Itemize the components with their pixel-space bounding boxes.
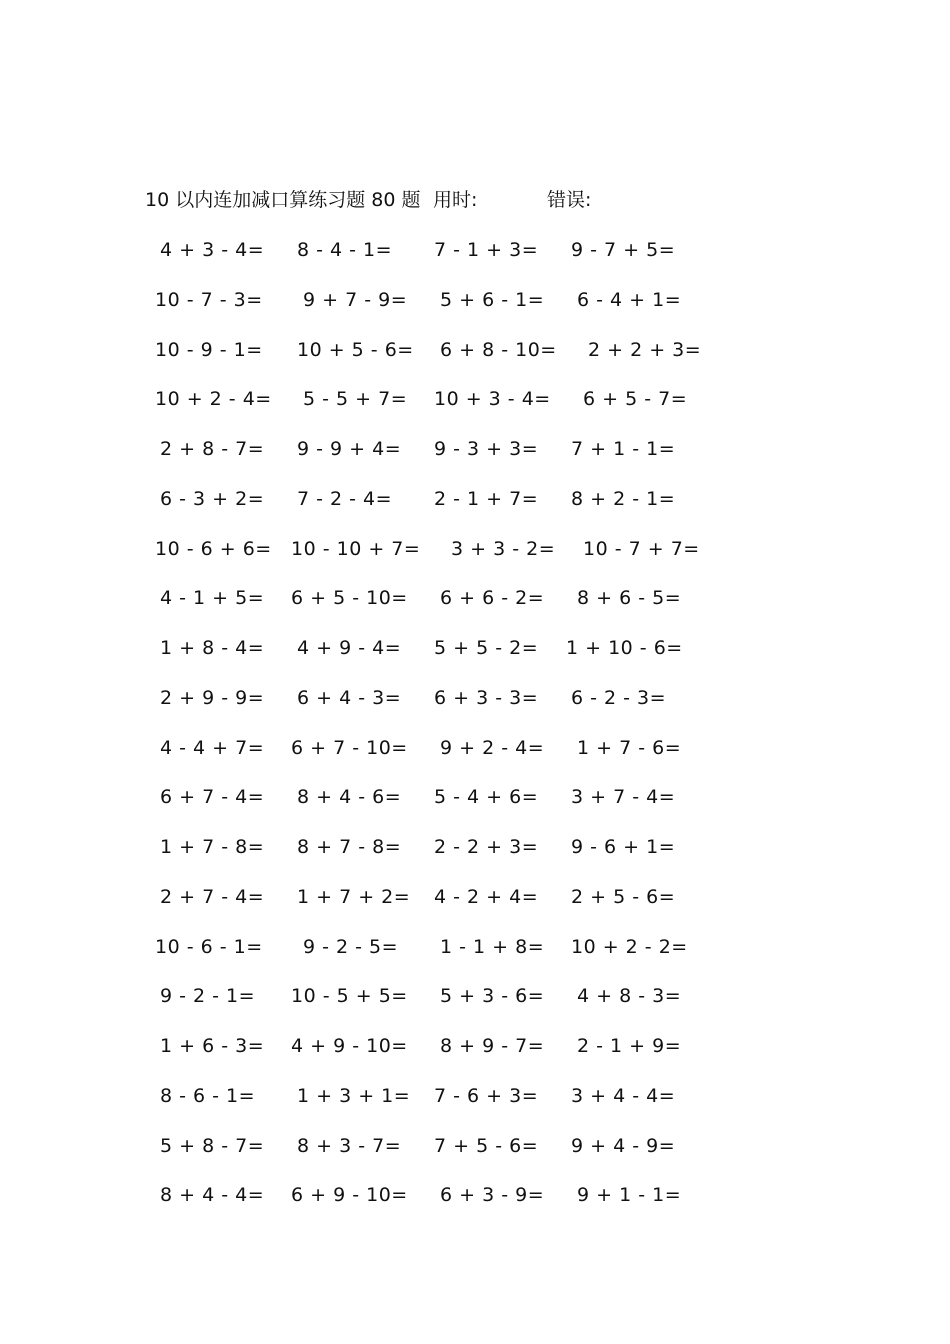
arithmetic-problem: 6 + 3 - 3=	[434, 686, 539, 709]
arithmetic-problem: 10 - 6 + 6=	[155, 537, 272, 560]
arithmetic-problem: 4 + 9 - 4=	[297, 637, 402, 659]
problem-row	[0, 933, 950, 961]
arithmetic-problem: 2 + 8 - 7=	[160, 438, 265, 460]
problem-row	[0, 982, 950, 1010]
problem-row	[0, 833, 950, 861]
arithmetic-problem: 10 + 2 - 4=	[155, 388, 272, 411]
arithmetic-problem: 9 - 6 + 1=	[571, 836, 676, 858]
arithmetic-problem: 9 - 3 + 3=	[434, 438, 539, 460]
problem-row	[0, 734, 950, 762]
problem-row	[0, 584, 950, 612]
arithmetic-problem: 10 - 7 - 3=	[155, 288, 263, 311]
arithmetic-problem: 1 + 3 + 1=	[297, 1084, 411, 1107]
arithmetic-problem: 9 + 1 - 1=	[577, 1184, 682, 1207]
problem-row	[0, 286, 950, 314]
arithmetic-problem: 2 - 1 + 9=	[577, 1035, 682, 1057]
arithmetic-problem: 1 + 6 - 3=	[160, 1035, 265, 1057]
arithmetic-problem: 5 + 6 - 1=	[440, 288, 545, 311]
arithmetic-problem: 5 + 8 - 7=	[160, 1134, 265, 1157]
arithmetic-problem: 8 + 4 - 6=	[297, 786, 402, 809]
arithmetic-problem: 9 + 4 - 9=	[571, 1134, 676, 1157]
arithmetic-problem: 7 + 5 - 6=	[434, 1134, 539, 1157]
problem-row	[0, 1032, 950, 1060]
arithmetic-problem: 6 + 9 - 10=	[291, 1184, 408, 1207]
arithmetic-problem: 8 + 2 - 1=	[571, 487, 676, 510]
arithmetic-problem: 1 + 7 - 8=	[160, 836, 265, 858]
arithmetic-problem: 8 + 4 - 4=	[160, 1184, 265, 1207]
arithmetic-problem: 10 - 5 + 5=	[291, 985, 408, 1008]
problem-row	[0, 1082, 950, 1110]
time-used-label: 用时:	[433, 189, 478, 211]
arithmetic-problem: 10 - 7 + 7=	[583, 537, 700, 560]
arithmetic-problem: 1 + 7 - 6=	[577, 736, 682, 759]
arithmetic-problem: 10 - 6 - 1=	[155, 935, 263, 958]
arithmetic-problem: 6 - 4 + 1=	[577, 288, 682, 311]
arithmetic-problem: 6 + 3 - 9=	[440, 1184, 545, 1207]
arithmetic-problem: 1 - 1 + 8=	[440, 935, 545, 958]
arithmetic-problem: 10 - 9 - 1=	[155, 338, 263, 361]
arithmetic-problem: 6 + 7 - 4=	[160, 786, 265, 809]
arithmetic-problem: 9 - 7 + 5=	[571, 239, 676, 261]
arithmetic-problem: 2 - 1 + 7=	[434, 487, 539, 510]
arithmetic-problem: 10 + 2 - 2=	[571, 935, 688, 958]
arithmetic-problem: 1 + 7 + 2=	[297, 885, 411, 908]
arithmetic-problem: 3 + 4 - 4=	[571, 1084, 676, 1107]
arithmetic-problem: 7 - 6 + 3=	[434, 1084, 539, 1107]
problem-row	[0, 634, 950, 662]
arithmetic-problem: 9 + 7 - 9=	[303, 288, 408, 311]
errors-label: 错误:	[547, 189, 592, 211]
arithmetic-problem: 5 - 5 + 7=	[303, 388, 408, 411]
arithmetic-problem: 2 + 5 - 6=	[571, 885, 676, 908]
arithmetic-problem: 1 + 8 - 4=	[160, 637, 265, 659]
arithmetic-problem: 7 - 2 - 4=	[297, 487, 393, 510]
arithmetic-problem: 4 + 8 - 3=	[577, 985, 682, 1008]
arithmetic-problem: 6 + 5 - 7=	[583, 388, 688, 411]
arithmetic-problem: 2 + 7 - 4=	[160, 885, 265, 908]
problem-row	[0, 535, 950, 563]
problem-row	[0, 435, 950, 463]
arithmetic-problem: 4 + 3 - 4=	[160, 239, 265, 261]
arithmetic-problem: 7 + 1 - 1=	[571, 438, 676, 460]
arithmetic-problem: 8 + 3 - 7=	[297, 1134, 402, 1157]
arithmetic-problem: 8 + 6 - 5=	[577, 587, 682, 610]
problem-row	[0, 336, 950, 364]
arithmetic-problem: 6 + 6 - 2=	[440, 587, 545, 610]
arithmetic-problem: 7 - 1 + 3=	[434, 239, 539, 261]
problem-row	[0, 236, 950, 264]
arithmetic-problem: 9 - 2 - 1=	[160, 985, 256, 1008]
arithmetic-problem: 4 + 9 - 10=	[291, 1035, 408, 1057]
arithmetic-problem: 2 + 2 + 3=	[588, 338, 702, 361]
arithmetic-problem: 3 + 3 - 2=	[451, 537, 556, 560]
arithmetic-problem: 4 - 4 + 7=	[160, 736, 265, 759]
arithmetic-problem: 9 - 2 - 5=	[303, 935, 399, 958]
problem-row	[0, 485, 950, 513]
arithmetic-problem: 8 + 7 - 8=	[297, 836, 402, 858]
arithmetic-problem: 6 - 2 - 3=	[571, 686, 667, 709]
arithmetic-problem: 3 + 7 - 4=	[571, 786, 676, 809]
arithmetic-problem: 4 - 1 + 5=	[160, 587, 265, 610]
arithmetic-problem: 8 - 6 - 1=	[160, 1084, 256, 1107]
problem-row	[0, 783, 950, 811]
problem-row	[0, 385, 950, 413]
arithmetic-problem: 5 - 4 + 6=	[434, 786, 539, 809]
arithmetic-problem: 1 + 10 - 6=	[566, 637, 683, 659]
arithmetic-problem: 2 + 9 - 9=	[160, 686, 265, 709]
arithmetic-problem: 6 + 7 - 10=	[291, 736, 408, 759]
arithmetic-problem: 4 - 2 + 4=	[434, 885, 539, 908]
arithmetic-problem: 6 + 8 - 10=	[440, 338, 557, 361]
problem-row	[0, 883, 950, 911]
arithmetic-problem: 6 + 5 - 10=	[291, 587, 408, 610]
arithmetic-problem: 10 + 5 - 6=	[297, 338, 414, 361]
problem-row	[0, 1181, 950, 1209]
arithmetic-problem: 10 - 10 + 7=	[291, 537, 421, 560]
problem-row	[0, 1132, 950, 1160]
arithmetic-problem: 5 + 5 - 2=	[434, 637, 539, 659]
arithmetic-problem: 9 - 9 + 4=	[297, 438, 402, 460]
arithmetic-problem: 8 - 4 - 1=	[297, 239, 393, 261]
worksheet-title: 10 以内连加减口算练习题 80 题	[145, 189, 421, 211]
arithmetic-problem: 6 - 3 + 2=	[160, 487, 265, 510]
arithmetic-problem: 2 - 2 + 3=	[434, 836, 539, 858]
arithmetic-problem: 6 + 4 - 3=	[297, 686, 402, 709]
arithmetic-problem: 10 + 3 - 4=	[434, 388, 551, 411]
arithmetic-problem: 9 + 2 - 4=	[440, 736, 545, 759]
arithmetic-problem: 5 + 3 - 6=	[440, 985, 545, 1008]
problem-row	[0, 684, 950, 712]
arithmetic-problem: 8 + 9 - 7=	[440, 1035, 545, 1057]
